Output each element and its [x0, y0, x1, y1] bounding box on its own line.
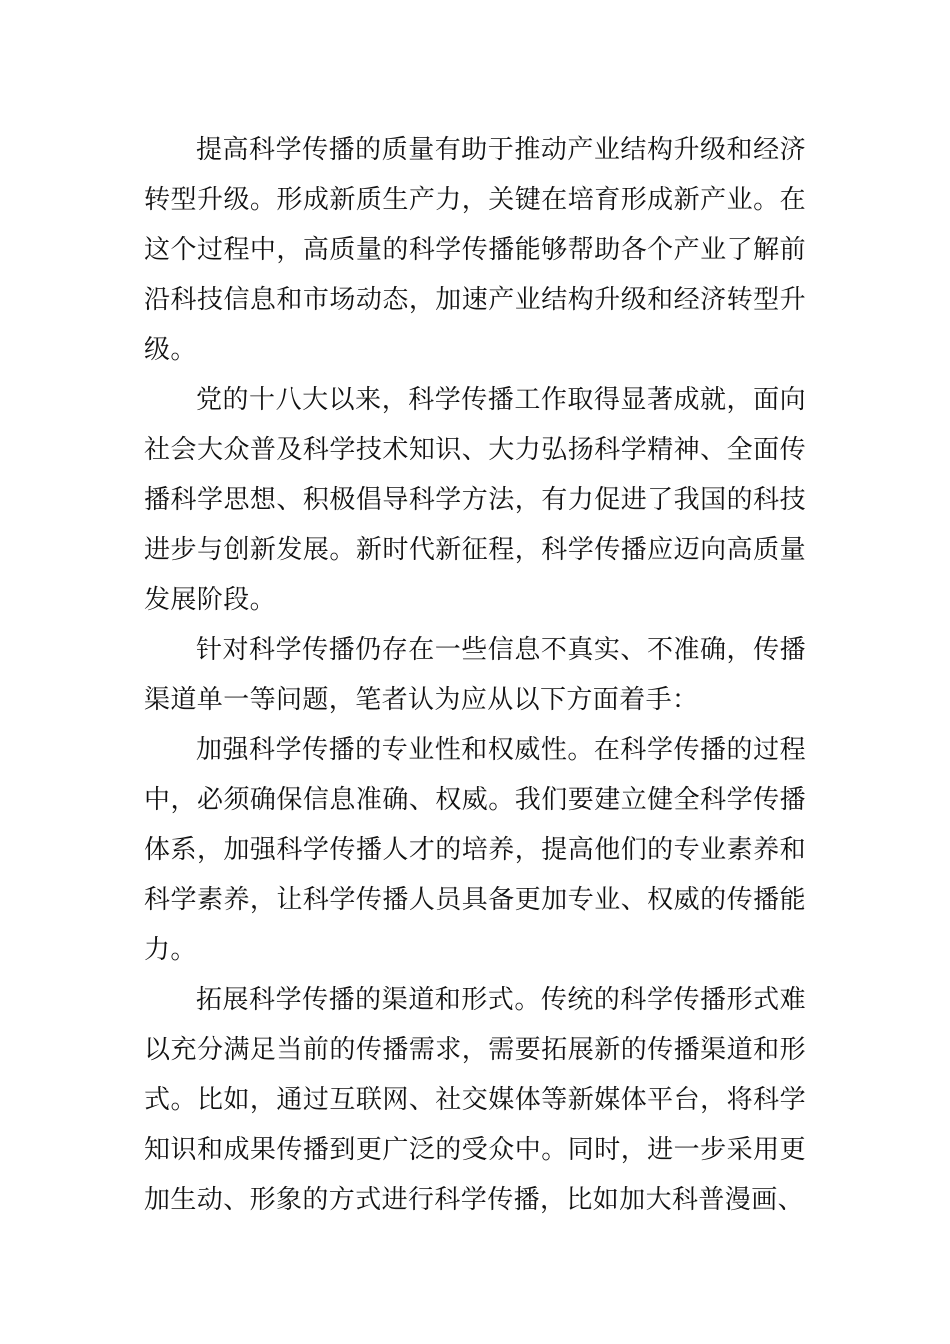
paragraph-1: 提高科学传播的质量有助于推动产业结构升级和经济转型升级。形成新质生产力，关键在培育形成新产业。在这个过程中，高质量的科学传播能够帮助各个产业了解前沿科技信息和市场动态，加速产业结构升级和经济转型升级。 [144, 135, 806, 365]
paragraph-3: 针对科学传播仍存在一些信息不真实、不准确，传播渠道单一等问题，笔者认为应从以下方面着手： [144, 635, 806, 715]
document-body [144, 125, 806, 1225]
paragraph-2: 党的十八大以来，科学传播工作取得显著成就，面向社会大众普及科学技术知识、大力弘扬科学精神、全面传播科学思想、积极倡导科学方法，有力促进了我国的科技进步与创新发展。新时代新征程，科学传播应迈向高质量发展阶段。 [144, 385, 806, 615]
paragraph-5: 拓展科学传播的渠道和形式。传统的科学传播形式难以充分满足当前的传播需求，需要拓展新的传播渠道和形式。比如，通过互联网、社交媒体等新媒体平台，将科学知识和成果传播到更广泛的受众中。同时，进一步采用更加生动、形象的方式进行科学传播，比如加大科普漫画、 [144, 985, 806, 1215]
paragraph-4: 加强科学传播的专业性和权威性。在科学传播的过程中，必须确保信息准确、权威。我们要建立健全科学传播体系，加强科学传播人才的培养，提高他们的专业素养和科学素养，让科学传播人员具备更加专业、权威的传播能力。 [144, 735, 806, 965]
